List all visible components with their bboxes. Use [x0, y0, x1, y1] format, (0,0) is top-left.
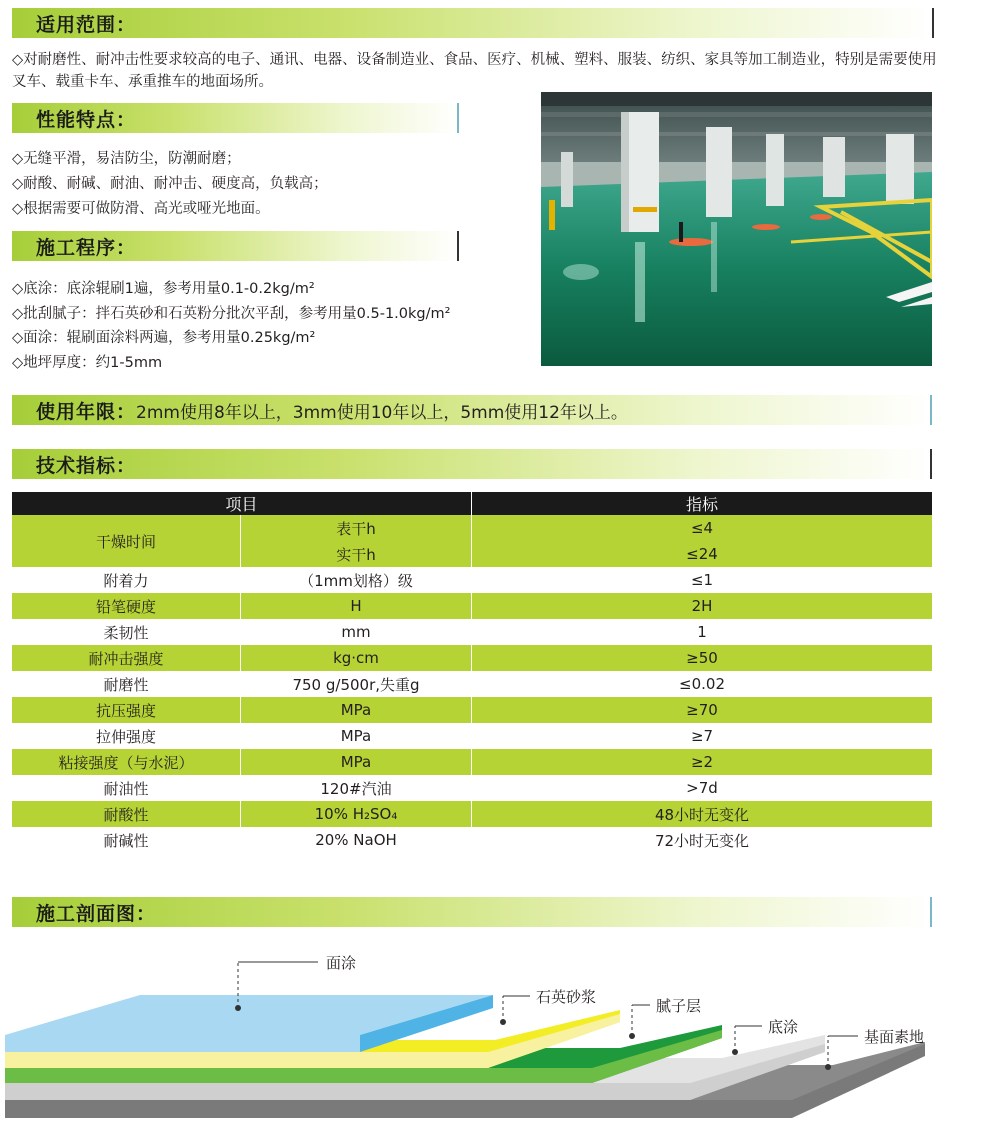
- row-value: ≥2: [472, 749, 933, 775]
- features-header: [12, 103, 459, 133]
- row-unit: MPa: [241, 749, 472, 775]
- procedure-item: ◇面涂：辊刷面涂料两遍，参考用量0.25kg/m²: [12, 330, 316, 346]
- lifespan-label: 使用年限：: [36, 400, 137, 423]
- procedure-header: [12, 231, 459, 261]
- row-name: 抗压强度: [12, 697, 241, 723]
- scope-text: ◇对耐磨性、耐冲击性要求较高的电子、通讯、电器、设备制造业、食品、医疗、机械、塑料、服装、纺织、家具等加工制造业，特别是需要使用叉车、载重卡车、承重推车的地面场所。: [12, 52, 937, 90]
- row-value: 72小时无变化: [472, 827, 933, 853]
- table-row: [12, 723, 932, 749]
- row-name: 铅笔硬度: [12, 593, 241, 619]
- specs-header: [12, 449, 932, 479]
- row-unit: 10% H₂SO₄: [241, 801, 472, 827]
- row-name: 耐冲击强度: [12, 645, 241, 671]
- header-divider: [457, 231, 459, 261]
- row-name: 粘接强度（与水泥）: [12, 749, 241, 775]
- header-divider: [932, 8, 934, 38]
- row-value: ≤4: [472, 515, 933, 541]
- header-divider: [930, 395, 932, 425]
- specs-title: 技术指标：: [36, 454, 137, 477]
- row-unit: （1mm划格）级: [241, 567, 472, 593]
- topcoat-layer-side: [5, 1035, 360, 1052]
- header-item: 项目: [12, 492, 472, 515]
- feature-item: ◇耐酸、耐碱、耐油、耐冲击、硬度高，负载高；: [12, 176, 328, 192]
- row-value: ≤0.02: [472, 671, 933, 697]
- section-title: 施工剖面图：: [36, 902, 157, 925]
- procedure-title: 施工程序：: [36, 236, 137, 259]
- row-unit: 20% NaOH: [241, 827, 472, 853]
- row-unit: 表干h: [241, 515, 472, 541]
- feature-item: ◇无缝平滑，易洁防尘，防潮耐磨；: [12, 151, 241, 167]
- table-header-row: [12, 492, 932, 515]
- table-row: [12, 619, 932, 645]
- lifespan-text: 2mm使用8年以上，3mm使用10年以上，5mm使用12年以上。: [136, 402, 628, 423]
- label-putty: 腻子层: [656, 997, 702, 1015]
- row-unit: mm: [241, 619, 472, 645]
- procedure-item: ◇地坪厚度：约1-5mm: [12, 355, 163, 371]
- header-divider: [930, 449, 932, 479]
- label-sand: 石英砂浆: [536, 988, 597, 1006]
- scope-title: 适用范围：: [36, 13, 137, 36]
- row-name: 耐磨性: [12, 671, 241, 697]
- cross-section-diagram: [0, 940, 1000, 1132]
- table-row: [12, 671, 932, 697]
- label-base: 基面素地: [864, 1028, 925, 1046]
- row-name: 拉伸强度: [12, 723, 241, 749]
- row-name: 干燥时间: [12, 515, 241, 567]
- row-unit: 实干h: [241, 541, 472, 567]
- features-title: 性能特点：: [36, 108, 137, 131]
- lifespan-header: [12, 395, 932, 425]
- row-value: 1: [472, 619, 933, 645]
- row-value: 48小时无变化: [472, 801, 933, 827]
- spec-table: [12, 492, 932, 853]
- feature-item: ◇根据需要可做防滑、高光或哑光地面。: [12, 201, 270, 217]
- procedure-item: ◇批刮腻子：拌石英砂和石英粉分批次平刮，参考用量0.5-1.0kg/m²: [12, 306, 451, 322]
- row-value: ≤1: [472, 567, 933, 593]
- row-unit: 120#汽油: [241, 775, 472, 801]
- row-value: ≥7: [472, 723, 933, 749]
- table-row: [12, 593, 932, 619]
- row-value: 2H: [472, 593, 933, 619]
- row-name: 附着力: [12, 567, 241, 593]
- header-divider: [930, 897, 932, 927]
- header-index: 指标: [472, 492, 933, 515]
- table-row: [12, 697, 932, 723]
- scope-header: [12, 8, 932, 38]
- table-row: [12, 645, 932, 671]
- table-row: [12, 567, 932, 593]
- header-divider: [457, 103, 459, 133]
- row-unit: H: [241, 593, 472, 619]
- table-row: [12, 775, 932, 801]
- row-name: 柔韧性: [12, 619, 241, 645]
- table-row: [12, 801, 932, 827]
- row-unit: MPa: [241, 723, 472, 749]
- garage-floor-photo: [541, 92, 932, 366]
- label-topcoat: 面涂: [326, 954, 357, 972]
- row-name: 耐油性: [12, 775, 241, 801]
- row-value: ≥50: [472, 645, 933, 671]
- row-unit: MPa: [241, 697, 472, 723]
- label-primer: 底涂: [768, 1018, 799, 1036]
- table-row: [12, 827, 932, 853]
- row-name: 耐酸性: [12, 801, 241, 827]
- section-header: [12, 897, 932, 927]
- row-unit: kg·cm: [241, 645, 472, 671]
- row-name: 耐碱性: [12, 827, 241, 853]
- table-row: [12, 515, 932, 541]
- row-value: ≥70: [472, 697, 933, 723]
- table-row: [12, 749, 932, 775]
- row-unit: 750 g/500r,失重g: [241, 671, 472, 697]
- row-value: ≤24: [472, 541, 933, 567]
- row-value: >7d: [472, 775, 933, 801]
- procedure-item: ◇底涂：底涂辊刷1遍，参考用量0.1-0.2kg/m²: [12, 281, 315, 297]
